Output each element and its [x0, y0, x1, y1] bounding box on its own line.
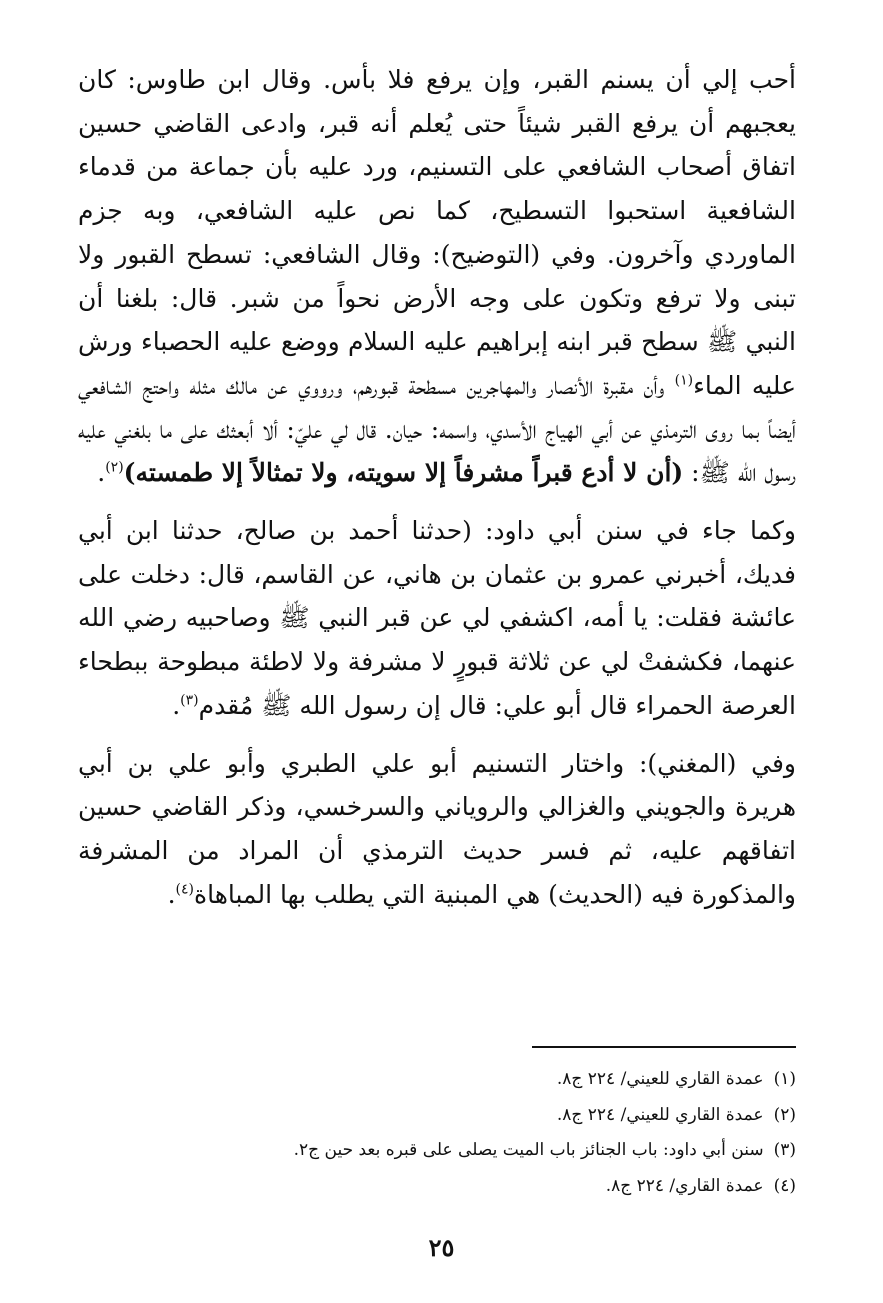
footnote-ref-2: (٢) [105, 460, 124, 476]
hadith-quote: (أن لا أدع قبراً مشرفاً إلا سويته، ولا تمثالاً إلا طمسته) [123, 458, 684, 488]
footnotes-list [78, 1062, 796, 1204]
paragraph-3-text: وفي (المغني): واختار التسنيم أبو علي الطبري وأبو علي بن أبي هريرة والجويني والغزالي والروياني والسرخسي، وذكر القاضي حسين اتفاقهم عليه، ثم فسر حديث الترمذي أن المراد من المشرفة والمذكورة فيه (الحديث) هي المبنية التي يطلب بها المباهاة [78, 748, 796, 909]
footnote-3 [78, 1133, 796, 1169]
footnote-text: عمدة القاري للعيني/ ٢٢٤ ج٨. [556, 1069, 764, 1089]
footnote-number: (٢) [773, 1104, 796, 1125]
paragraph-1 [78, 58, 796, 495]
paragraph-2 [78, 509, 796, 728]
footnote-text: عمدة القاري/ ٢٢٤ ج٨. [605, 1175, 764, 1196]
page-body [78, 58, 796, 916]
paragraph-2-text: وكما جاء في سنن أبي داود: (حدثنا أحمد بن صالح، حدثنا ابن أبي فديك، أخبرني عمرو بن عثمان بن هاني، عن القاسم، قال: دخلت على عائشة فقلت: يا أمه، اكشفي لي عن قبر النبي ﷺ وصاحبيه رضي الله عنهما، فكشفتْ لي عن ثلاثة قبورٍ لا مشرفة ولا لاطئة مبطوحة ببطحاء العرصة الحمراء قال أبو علي: قال إن رسول الله ﷺ مُقدم [78, 516, 796, 720]
paragraph-1-text-continued: وأن مقبرة الأنصار والمهاجرين مسطحة قبورهم، ورووي عن مالك مثله واحتج الشافعي أيضاً بما روى الترمذي عن أبي الهياج الأسدي، واسمه: حيان. قال لي عليّ: ألا أبعثك على ما بلغني عليه رسول الله ﷺ: [78, 370, 796, 488]
footnote-number: (٣) [773, 1140, 796, 1160]
footnote-number: (٤) [773, 1175, 796, 1196]
footnote-text: عمدة القاري للعيني/ ٢٢٤ ج٨. [556, 1104, 764, 1125]
paragraph-1-end: . [97, 458, 106, 488]
paragraph-2-end: . [172, 690, 181, 720]
footnote-text: سنن أبي داود: باب الجنائز باب الميت يصلى على قبره بعد حين ج٢. [293, 1140, 764, 1160]
footnote-number: (١) [773, 1069, 796, 1089]
footnote-ref-3: (٣) [180, 692, 199, 709]
footnote-ref-1: (١) [674, 372, 694, 389]
footnote-separator [532, 1046, 796, 1048]
paragraph-3-end: . [167, 879, 176, 909]
footnote-2 [78, 1098, 796, 1134]
paragraph-3 [78, 742, 796, 917]
footnote-1 [78, 1062, 796, 1098]
footnote-4 [78, 1169, 796, 1205]
paragraph-1-text: أحب إلي أن يسنم القبر، وإن يرفع فلا بأس. وقال ابن طاوس: كان يعجبهم أن يرفع القبر شيئاً حتى يُعلم أنه قبر، وادعى القاضي حسين اتفاق أصحاب الشافعي على التسنيم، ورد عليه بأن جماعة من قدماء الشافعية استحبوا التسطيح، كما نص عليه الشافعي، وبه جزم الماوردي وآخرون. وفي (التوضيح): وقال الشافعي: تسطح القبور ولا تبنى ولا ترفع وتكون على وجه الأرض نحواً من شبر. قال: بلغنا أن النبي ﷺ سطح قبر ابنه إبراهيم عليه السلام ووضع عليه الحصباء ورش عليه الماء [78, 65, 796, 400]
page-number: ٢٥ [428, 1233, 455, 1262]
footnote-ref-4: (٤) [175, 881, 194, 898]
